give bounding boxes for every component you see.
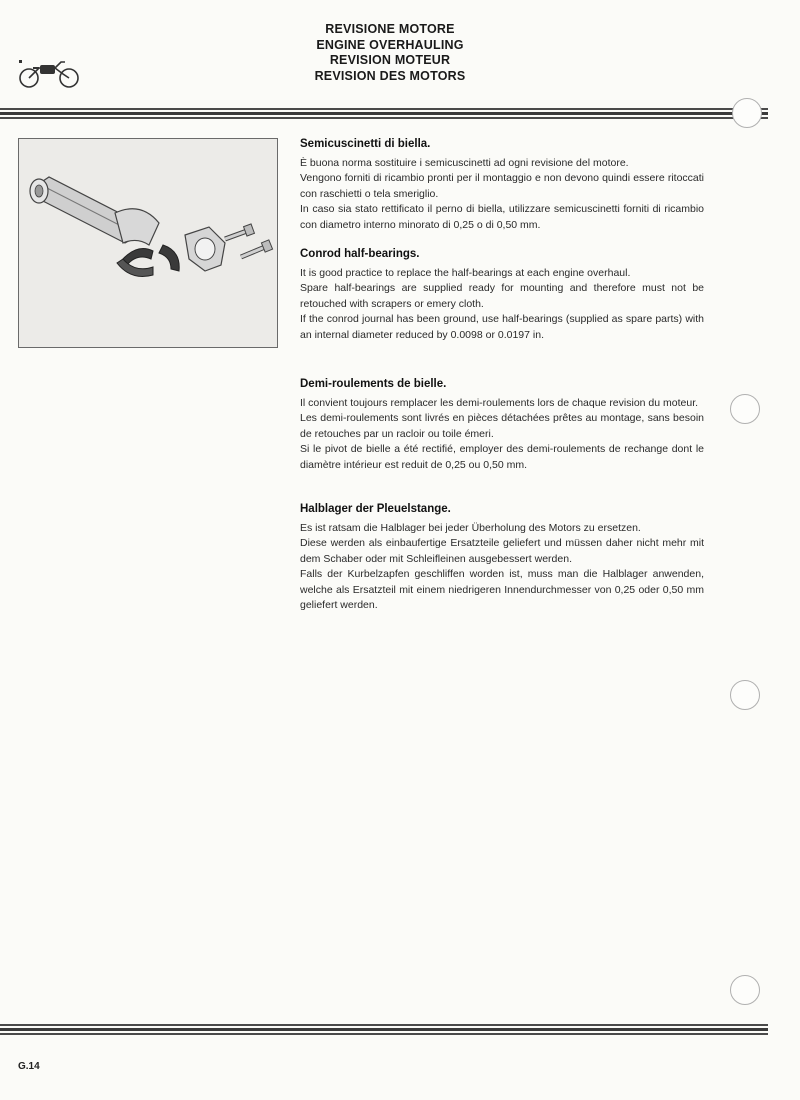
header-title-de: REVISION DES MOTORS bbox=[314, 68, 466, 83]
section-paragraph: Es ist ratsam die Halblager bei jeder Überholung des Motors zu ersetzen. bbox=[300, 521, 641, 534]
page-header-titles bbox=[240, 22, 540, 84]
section-paragraph: In caso sia stato rettificato il perno di biella, utilizzare semicuscinetti forniti di ricambio con diametro interno minorato di 0,25 o di 0,50 mm. bbox=[300, 203, 704, 231]
section-paragraph: Spare half-bearings are supplied ready for mounting and therefore must not be retouched with scrapers or emery cloth. bbox=[300, 282, 704, 310]
binder-hole bbox=[730, 975, 760, 1005]
binder-hole bbox=[730, 394, 760, 424]
section-paragraph: Les demi-roulements sont livrés en pièces détachées prêtes au montage, sans besoin de retouches par un racloir ou toile émeri. bbox=[300, 412, 704, 440]
section-heading: Semicuscinetti di biella. bbox=[300, 138, 431, 150]
header-title-en: ENGINE OVERHAULING bbox=[316, 37, 464, 52]
section-paragraph: Vengono forniti di ricambio pronti per il montaggio e non devono quindi essere ritoccati con raschietti o tela smeriglio. bbox=[300, 172, 704, 200]
section-paragraph: It is good practice to replace the half-bearings at each engine overhaul. bbox=[300, 266, 631, 279]
header-title-it: REVISIONE MOTORE bbox=[325, 22, 455, 36]
binder-hole bbox=[730, 680, 760, 710]
header-title-fr: REVISION MOTEUR bbox=[329, 53, 451, 67]
section-paragraph: È buona norma sostituire i semicuscinetti ad ogni revisione del motore. bbox=[300, 156, 629, 169]
section-paragraph: Si le pivot de bielle a été rectifié, employer des demi-roulements de rechange dont le diamètre intérieur est reduit de 0,25 ou 0,50 mm. bbox=[300, 443, 704, 471]
bottom-divider bbox=[0, 1024, 768, 1036]
section-paragraph: If the conrod journal has been ground, use half-bearings (supplied as spare parts) with an internal diameter reduced by 0.0098 or 0.0197 in. bbox=[300, 313, 704, 341]
section-english bbox=[300, 247, 704, 343]
section-heading: Conrod half-bearings. bbox=[300, 248, 420, 260]
page-number: G.14 bbox=[18, 1061, 40, 1072]
section-heading: Halblager der Pleuelstange. bbox=[300, 503, 451, 515]
section-french bbox=[300, 377, 704, 473]
section-paragraph: Falls der Kurbelzapfen geschliffen worden ist, muss man die Halblager anwenden, welche als Ersatzteil mit einem niedrigeren Innendurchmesser von 0,25 oder 0,50 mm geliefert werden. bbox=[300, 568, 704, 611]
binder-hole bbox=[732, 98, 762, 128]
figure-frame bbox=[18, 138, 278, 348]
section-italian bbox=[300, 137, 704, 233]
section-paragraph: Il convient toujours remplacer les demi-roulements lors de chaque revision du moteur. bbox=[300, 396, 699, 409]
top-divider bbox=[0, 108, 768, 120]
section-paragraph: Diese werden als einbaufertige Ersatzteile geliefert und müssen daher nicht mehr mit dem Schaber oder mit Schleifleinen ausgebessert werden. bbox=[300, 537, 704, 565]
section-heading: Demi-roulements de bielle. bbox=[300, 378, 447, 390]
section-german bbox=[300, 502, 704, 614]
motorcycle-icon bbox=[15, 52, 83, 92]
connecting-rod-half-bearings-illustration bbox=[19, 139, 277, 347]
